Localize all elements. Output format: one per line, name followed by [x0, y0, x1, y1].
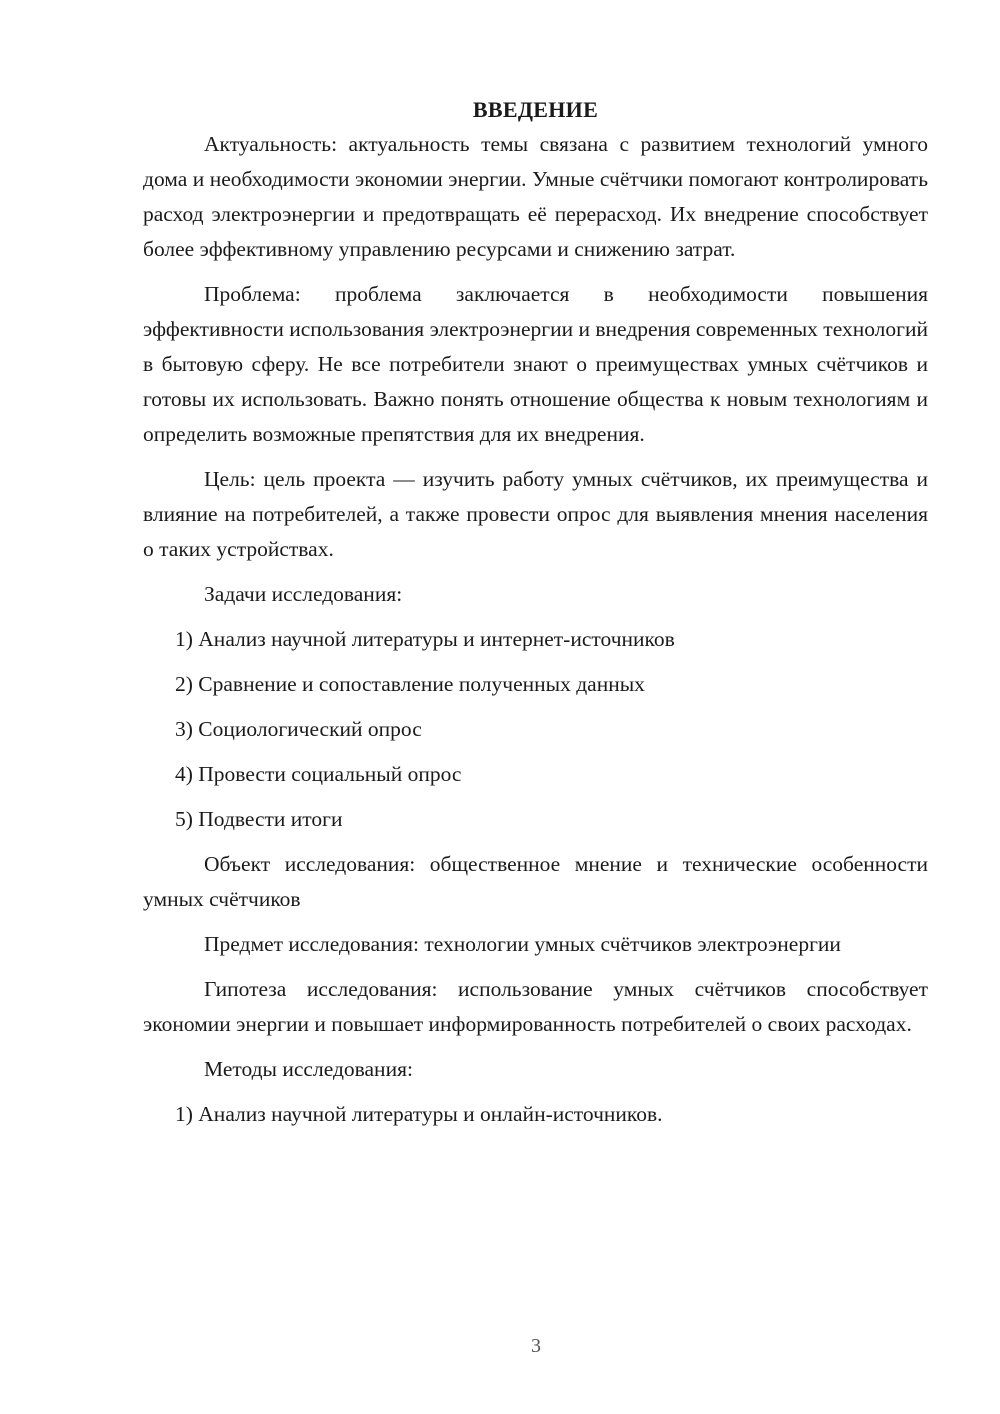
problem-paragraph: Проблема: проблема заключается в необходимости повышения эффективности использования электроэнергии и внедрения современных технологий в бытовую сферу. Не все потребители знают о преимуществах умных счётчиков и готовы их использовать. Важно понять отношение общества к новым технологиям и определить возможные препятствия для их внедрения. — [143, 282, 928, 446]
task-item: 1) Анализ научной литературы и интернет-источников — [175, 627, 675, 651]
tasks-heading: Задачи исследования: — [204, 582, 403, 606]
method-item: 1) Анализ научной литературы и онлайн-источников. — [175, 1102, 663, 1126]
subject-paragraph: Предмет исследования: технологии умных счётчиков электроэнергии — [204, 932, 841, 956]
page-title: ВВЕДЕНИЕ — [472, 97, 599, 122]
goal-paragraph: Цель: цель проекта — изучить работу умных счётчиков, их преимущества и влияние на потребителей, а также провести опрос для выявления мнения населения о таких устройствах. — [143, 467, 928, 561]
relevance-paragraph: Актуальность: актуальность темы связана с развитием технологий умного дома и необходимости экономии энергии. Умные счётчики помогают контролировать расход электроэнергии и предотвращать её перерасход. Их внедрение способствует более эффективному управлению ресурсами и снижению затрат. — [143, 132, 928, 261]
task-item: 3) Социологический опрос — [175, 717, 422, 741]
task-item: 2) Сравнение и сопоставление полученных данных — [175, 672, 645, 696]
object-paragraph: Объект исследования: общественное мнение и технические особенности умных счётчиков — [143, 852, 928, 911]
hypothesis-paragraph: Гипотеза исследования: использование умных счётчиков способствует экономии энергии и повышает информированность потребителей о своих расходах. — [143, 977, 928, 1036]
document-page — [143, 95, 928, 1142]
methods-heading: Методы исследования: — [204, 1057, 413, 1081]
page-number: 3 — [531, 1335, 541, 1357]
task-item: 5) Подвести итоги — [175, 807, 343, 831]
task-item: 4) Провести социальный опрос — [175, 762, 462, 786]
